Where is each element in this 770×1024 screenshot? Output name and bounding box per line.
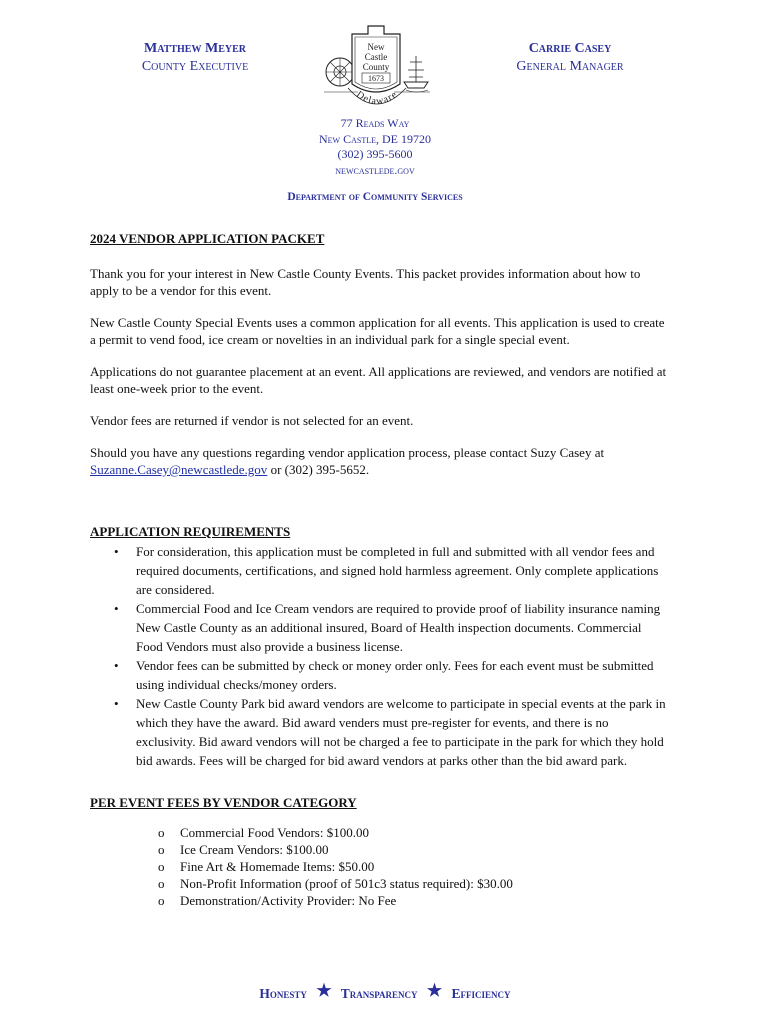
county-executive-block: [110, 40, 280, 76]
circle-bullet-icon: o: [158, 859, 165, 874]
star-icon: ★: [426, 981, 443, 1000]
list-item: [90, 656, 670, 694]
requirement-text: New Castle County Park bid award vendors are welcome to participate in special events at the park in which they have the award. Bid award venders must pre-register for events, and there is no exclusivity. Bid award vendors will not be charged a fee to participate in the park for which they hold bid awards. Fees will be charged for bid award vendors at parks other than the bid award park.: [136, 696, 666, 768]
county-seal-logo: [318, 20, 434, 112]
contact-text: Should you have any questions regarding vendor application process, please contact Suzy Casey at: [90, 445, 605, 460]
address-block: [275, 116, 475, 178]
list-item: [90, 841, 670, 858]
seal-year: 1673: [368, 74, 384, 83]
fee-text: Demonstration/Activity Provider: No Fee: [180, 893, 397, 908]
requirement-text: Commercial Food and Ice Cream vendors are required to provide proof of liability insurance naming New Castle County as an additional insured, Board of Health inspection documents. Commercial Food Vendors must also provide a business license.: [136, 601, 661, 654]
intro-paragraph-1: Thank you for your interest in New Castle County Events. This packet provides information about how to apply to be a vendor for this event.: [90, 266, 641, 298]
list-item: [90, 824, 670, 841]
general-manager-block: [490, 40, 650, 76]
requirement-text: For consideration, this application must be completed in full and submitted with all vendor fees and required documents, certifications, and signed hold harmless agreement. Only complete applications are considered.: [136, 544, 659, 597]
contact-paragraph: [90, 444, 670, 478]
document-body: [90, 230, 670, 909]
seal-arc-text: Delaware: [354, 88, 400, 108]
address-street: 77 Reads Way: [340, 116, 410, 130]
manager-title: General Manager: [516, 59, 624, 74]
intro-paragraph-4: Vendor fees are returned if vendor is not selected for an event.: [90, 413, 414, 428]
address-city: New Castle, DE 19720: [319, 131, 431, 146]
list-item: [90, 892, 670, 909]
department-name: Department of Community Services: [287, 191, 463, 203]
requirement-text: Vendor fees can be submitted by check or money order only. Fees for each event must be submitted using individual checks/money orders.: [136, 658, 654, 692]
fee-text: Non-Profit Information (proof of 501c3 status required): $30.00: [180, 876, 513, 891]
motto-efficiency: Efficiency: [451, 986, 511, 1001]
bullet-icon: •: [114, 544, 119, 559]
circle-bullet-icon: o: [158, 876, 165, 891]
list-item: [90, 599, 670, 656]
contact-phone: or (302) 395-5652.: [270, 462, 370, 477]
bullet-icon: •: [114, 658, 119, 673]
intro-paragraph-3: Applications do not guarantee placement at an event. All applications are reviewed, and vendors are notified at least one-week prior to the event.: [90, 364, 667, 396]
list-item: [90, 694, 670, 770]
star-icon: ★: [316, 981, 332, 1000]
requirements-list: [90, 542, 670, 770]
seal-line-3: County: [362, 62, 390, 72]
circle-bullet-icon: o: [158, 842, 165, 857]
fees-list: [90, 824, 670, 909]
seal-line-2: Castle: [364, 52, 388, 62]
fee-text: Commercial Food Vendors: $100.00: [180, 825, 369, 840]
motto-honesty: Honesty: [259, 986, 307, 1001]
seal-line-1: New: [367, 42, 385, 52]
list-item: [90, 858, 670, 875]
footer-motto: [150, 983, 620, 1003]
address-phone: (302) 395-5600: [337, 147, 413, 161]
address-website: newcastlede.gov: [335, 162, 415, 177]
contact-email-link[interactable]: Suzanne.Casey@newcastlede.gov: [90, 462, 268, 477]
manager-name: Carrie Casey: [528, 41, 612, 56]
requirements-title: APPLICATION REQUIREMENTS: [90, 524, 291, 539]
executive-name: Matthew Meyer: [144, 41, 246, 56]
list-item: [90, 875, 670, 892]
fees-title: PER EVENT FEES BY VENDOR CATEGORY: [90, 795, 357, 810]
circle-bullet-icon: o: [158, 825, 165, 840]
intro-paragraph-2: New Castle County Special Events uses a common application for all events. This application is used to create a permit to vend food, ice cream or novelties in an individual park for a single special event.: [90, 315, 665, 347]
bullet-icon: •: [114, 601, 119, 616]
fee-text: Fine Art & Homemade Items: $50.00: [180, 859, 375, 874]
circle-bullet-icon: o: [158, 893, 165, 908]
list-item: [90, 542, 670, 599]
bullet-icon: •: [114, 696, 119, 711]
fee-text: Ice Cream Vendors: $100.00: [180, 842, 329, 857]
packet-title: 2024 VENDOR APPLICATION PACKET: [90, 231, 325, 246]
executive-title: County Executive: [141, 59, 249, 74]
motto-transparency: Transparency: [340, 986, 418, 1001]
